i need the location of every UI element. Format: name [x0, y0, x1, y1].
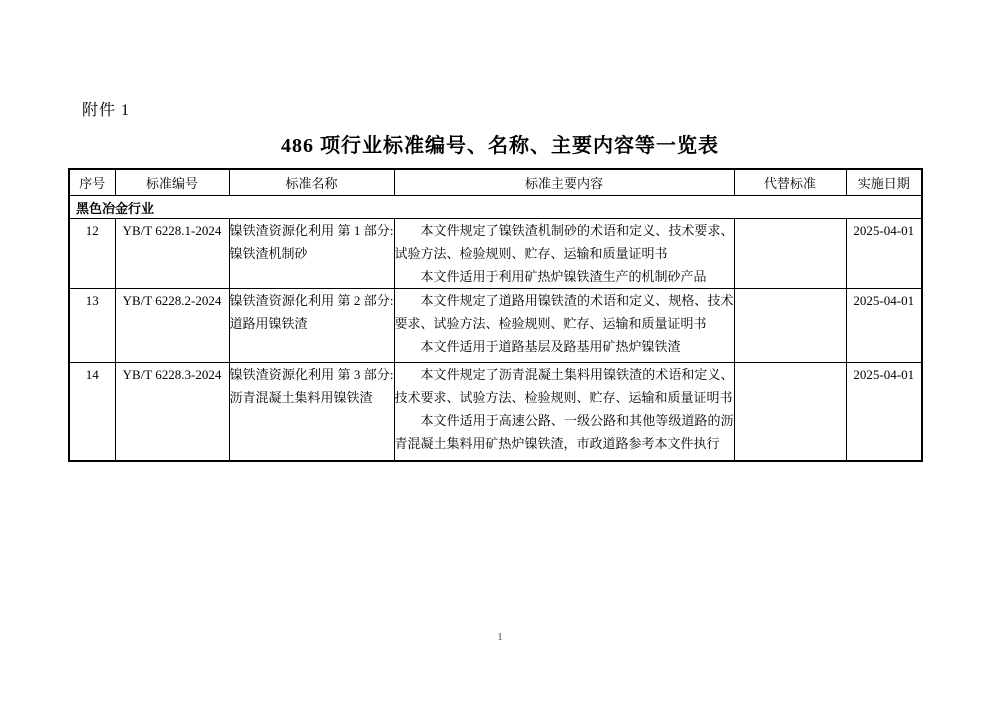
content-paragraph: 本文件适用于高速公路、一级公路和其他等级道路的沥青混凝土集料用矿热炉镍铁渣，市政道路参考本文件执行 — [394, 413, 734, 451]
cell-standard-code: YB/T 6228.3-2024 — [115, 363, 229, 461]
cell-replaced-standard — [734, 363, 846, 461]
cell-main-content — [394, 289, 734, 363]
section-label: 黑色冶金行业 — [69, 196, 922, 219]
page-number: 1 — [497, 631, 503, 643]
cell-replaced-standard — [734, 219, 846, 289]
cell-standard-name: 镍铁渣资源化利用 第 3 部分: 沥青混凝土集料用镍铁渣 — [229, 363, 394, 461]
header-cell-replaced: 代替标准 — [734, 169, 846, 196]
header-cell-content: 标准主要内容 — [394, 169, 734, 196]
cell-implementation-date: 2025-04-01 — [846, 363, 922, 461]
header-cell-name: 标准名称 — [229, 169, 394, 196]
cell-main-content — [394, 219, 734, 289]
attachment-label: 附件 1 — [82, 102, 131, 119]
page-title: 486 项行业标准编号、名称、主要内容等一览表 — [281, 135, 719, 157]
cell-implementation-date: 2025-04-01 — [846, 289, 922, 363]
cell-implementation-date: 2025-04-01 — [846, 219, 922, 289]
cell-no: 14 — [69, 363, 115, 461]
cell-no: 12 — [69, 219, 115, 289]
cell-no: 13 — [69, 289, 115, 363]
cell-main-content — [394, 363, 734, 461]
cell-standard-code: YB/T 6228.1-2024 — [115, 219, 229, 289]
table-row — [69, 289, 922, 363]
header-cell-date: 实施日期 — [846, 169, 922, 196]
content-paragraph: 本文件适用于道路基层及路基用矿热炉镍铁渣 — [420, 339, 681, 354]
header-cell-code: 标准编号 — [115, 169, 229, 196]
section-row-ferrous-metallurgy — [69, 196, 922, 219]
content-paragraph: 本文件适用于利用矿热炉镍铁渣生产的机制砂产品 — [420, 269, 707, 284]
content-paragraph: 本文件规定了道路用镍铁渣的术语和定义、规格、技术要求、试验方法、检验规则、贮存、运输和质量证明书 — [394, 293, 734, 331]
cell-standard-name: 镍铁渣资源化利用 第 2 部分: 道路用镍铁渣 — [229, 289, 394, 363]
table-row — [69, 219, 922, 289]
standards-table-container — [68, 168, 923, 462]
standards-table — [68, 168, 923, 462]
cell-replaced-standard — [734, 289, 846, 363]
table-header-row — [69, 169, 922, 196]
header-cell-no: 序号 — [69, 169, 115, 196]
content-paragraph: 本文件规定了沥青混凝土集料用镍铁渣的术语和定义、技术要求、试验方法、检验规则、贮存、运输和质量证明书 — [394, 367, 734, 405]
cell-standard-code: YB/T 6228.2-2024 — [115, 289, 229, 363]
content-paragraph: 本文件规定了镍铁渣机制砂的术语和定义、技术要求、试验方法、检验规则、贮存、运输和质量证明书 — [394, 223, 734, 261]
cell-standard-name: 镍铁渣资源化利用 第 1 部分: 镍铁渣机制砂 — [229, 219, 394, 289]
table-row — [69, 363, 922, 461]
